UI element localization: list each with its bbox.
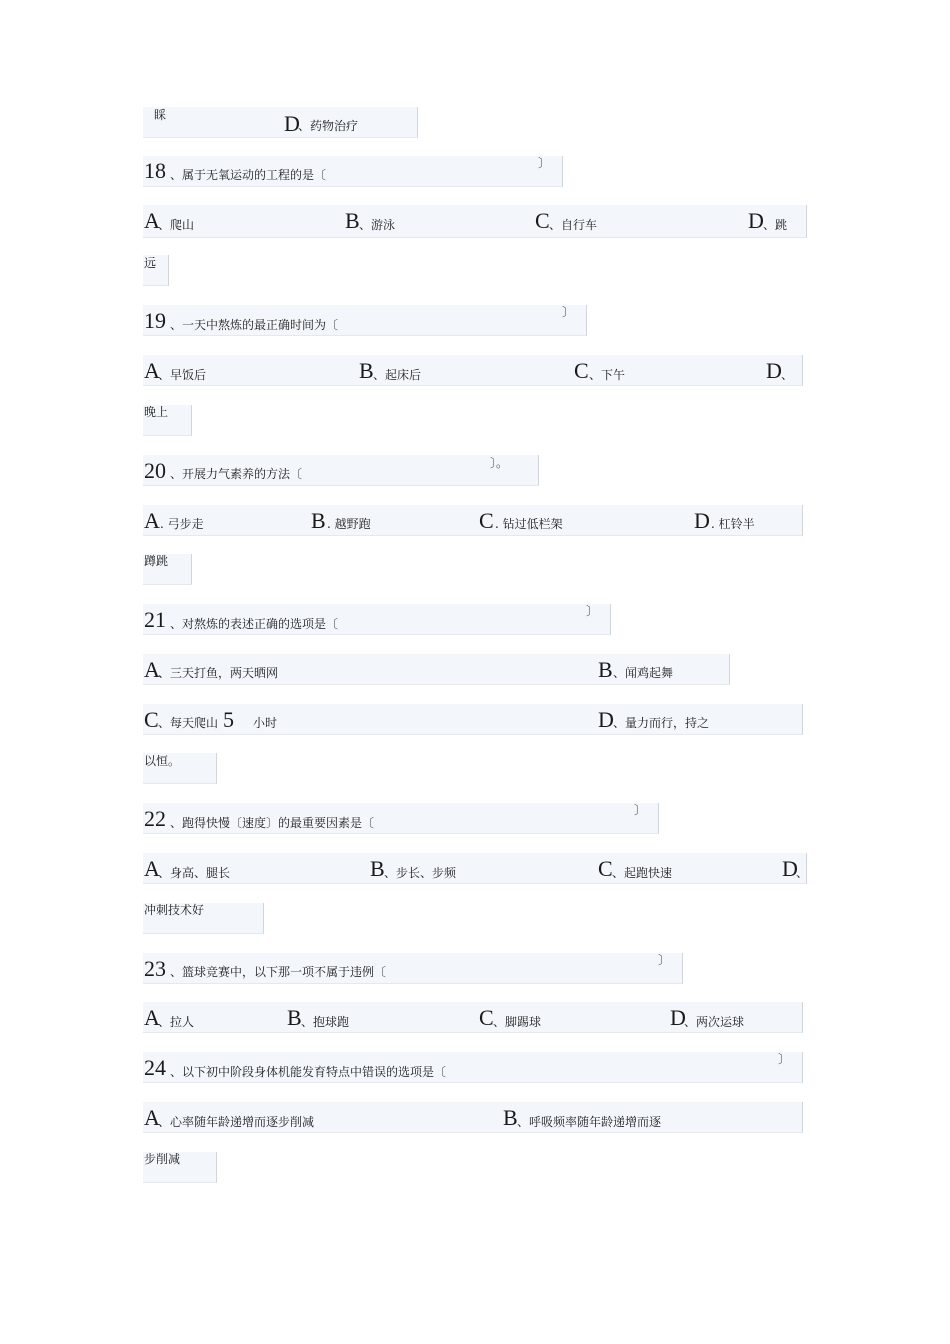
option-text: 、自行车 xyxy=(549,218,598,232)
option-letter: B xyxy=(598,657,613,682)
option-letter: C xyxy=(598,856,613,881)
option-text: 、量力而行，持之 xyxy=(613,716,710,730)
continuation-text: 蹲跳 xyxy=(144,554,169,568)
option-text: . 越野跑 xyxy=(327,517,371,531)
option-letter: B xyxy=(287,1005,302,1030)
option-text: 、起床后 xyxy=(373,368,422,382)
question-text: 、对熬炼的表述正确的选项是〔 xyxy=(170,617,339,631)
question-text: 、一天中熬炼的最正确时间为〔 xyxy=(170,318,339,332)
option-text: 、游泳 xyxy=(359,218,396,232)
option-text: 、拉人 xyxy=(158,1015,195,1029)
option-text: 、闻鸡起舞 xyxy=(613,666,674,680)
bracket-close: 〕 xyxy=(658,953,671,967)
text-fragment: 睬 xyxy=(154,108,167,122)
number-value: 5 xyxy=(223,707,234,732)
option-text: 、爬山 xyxy=(158,218,195,232)
bracket-close: 〕。 xyxy=(490,456,509,470)
bracket-close: 〕 xyxy=(538,156,551,170)
options-box xyxy=(143,853,807,884)
option-letter: C xyxy=(574,358,589,383)
option-text: 、抱球跑 xyxy=(301,1015,350,1029)
option-letter: C xyxy=(144,707,159,732)
option-letter: B xyxy=(370,856,385,881)
continuation-text: 晚上 xyxy=(144,405,169,419)
question-text: 、篮球竞赛中，以下那一项不属于违例〔 xyxy=(170,965,387,979)
option-text: 、三天打鱼，两天晒网 xyxy=(158,666,279,680)
option-letter: C xyxy=(479,508,494,533)
question-number: 21 xyxy=(144,607,166,632)
option-letter: D xyxy=(782,856,798,881)
option-text: . 杠铃半 xyxy=(711,517,755,531)
bracket-close: 〕 xyxy=(562,305,575,319)
continuation-text: 以恒。 xyxy=(144,754,181,768)
option-text: 、早饭后 xyxy=(158,368,207,382)
question-number: 23 xyxy=(144,956,166,981)
option-text: 、两次运球 xyxy=(684,1015,745,1029)
question-number: 18 xyxy=(144,158,166,183)
option-text: 、起跑快速 xyxy=(612,866,673,880)
option-letter: B xyxy=(311,508,326,533)
option-letter: A xyxy=(144,208,160,233)
question-text: 、开展力气素养的方法〔 xyxy=(170,467,303,481)
question-number: 22 xyxy=(144,806,166,831)
options-box xyxy=(143,205,807,238)
option-text: . 钻过低栏架 xyxy=(495,517,563,531)
option-letter: A xyxy=(144,1005,160,1030)
option-letter: D xyxy=(284,111,300,136)
continuation-text: 步削减 xyxy=(144,1152,181,1166)
bracket-close: 〕 xyxy=(778,1052,791,1066)
option-letter: D xyxy=(748,208,764,233)
option-text: 、跳 xyxy=(763,218,788,232)
question-text: 、跑得快慢〔速度〕的最重要因素是〔 xyxy=(170,816,375,830)
question-number: 20 xyxy=(144,458,166,483)
line-box xyxy=(143,107,418,138)
option-text: 、心率随年龄递增而逐步削减 xyxy=(158,1115,315,1129)
option-letter: B xyxy=(503,1105,518,1130)
option-letter: D xyxy=(598,707,614,732)
option-text: 、身高、腿长 xyxy=(158,866,231,880)
option-letter: A xyxy=(144,856,160,881)
question-number: 24 xyxy=(144,1055,166,1080)
option-letter: D xyxy=(766,358,782,383)
option-text: 、呼吸频率随年龄递增而逐 xyxy=(517,1115,662,1129)
option-letter: A xyxy=(144,508,160,533)
option-text: 、 xyxy=(796,866,809,880)
question-text: 、以下初中阶段身体机能发育特点中错误的选项是〔 xyxy=(170,1065,447,1079)
option-letter: B xyxy=(359,358,374,383)
options-box xyxy=(143,355,803,386)
option-letter: A xyxy=(144,1105,160,1130)
bracket-close: 〕 xyxy=(634,803,647,817)
option-text: 、下午 xyxy=(589,368,626,382)
option-text: 、药物治疗 xyxy=(298,119,359,133)
continuation-text: 冲刺技术好 xyxy=(144,903,205,917)
option-letter: C xyxy=(479,1005,494,1030)
option-letter: A xyxy=(144,358,160,383)
option-letter: D xyxy=(694,508,710,533)
option-text: . 弓步走 xyxy=(160,517,204,531)
option-text: 、脚踢球 xyxy=(493,1015,542,1029)
continuation-text: 远 xyxy=(144,256,157,270)
bracket-close: 〕 xyxy=(586,604,599,618)
option-letter: A xyxy=(144,657,160,682)
option-letter: C xyxy=(535,208,550,233)
option-text: 小时 xyxy=(253,716,278,730)
question-text: 、属于无氧运动的工程的是〔 xyxy=(170,168,327,182)
question-number: 19 xyxy=(144,308,166,333)
option-text: 、步长、步频 xyxy=(384,866,457,880)
option-letter: B xyxy=(345,208,360,233)
option-letter: D xyxy=(670,1005,686,1030)
option-text: 、每天爬山 xyxy=(158,716,219,730)
option-text: 、 xyxy=(781,368,794,382)
